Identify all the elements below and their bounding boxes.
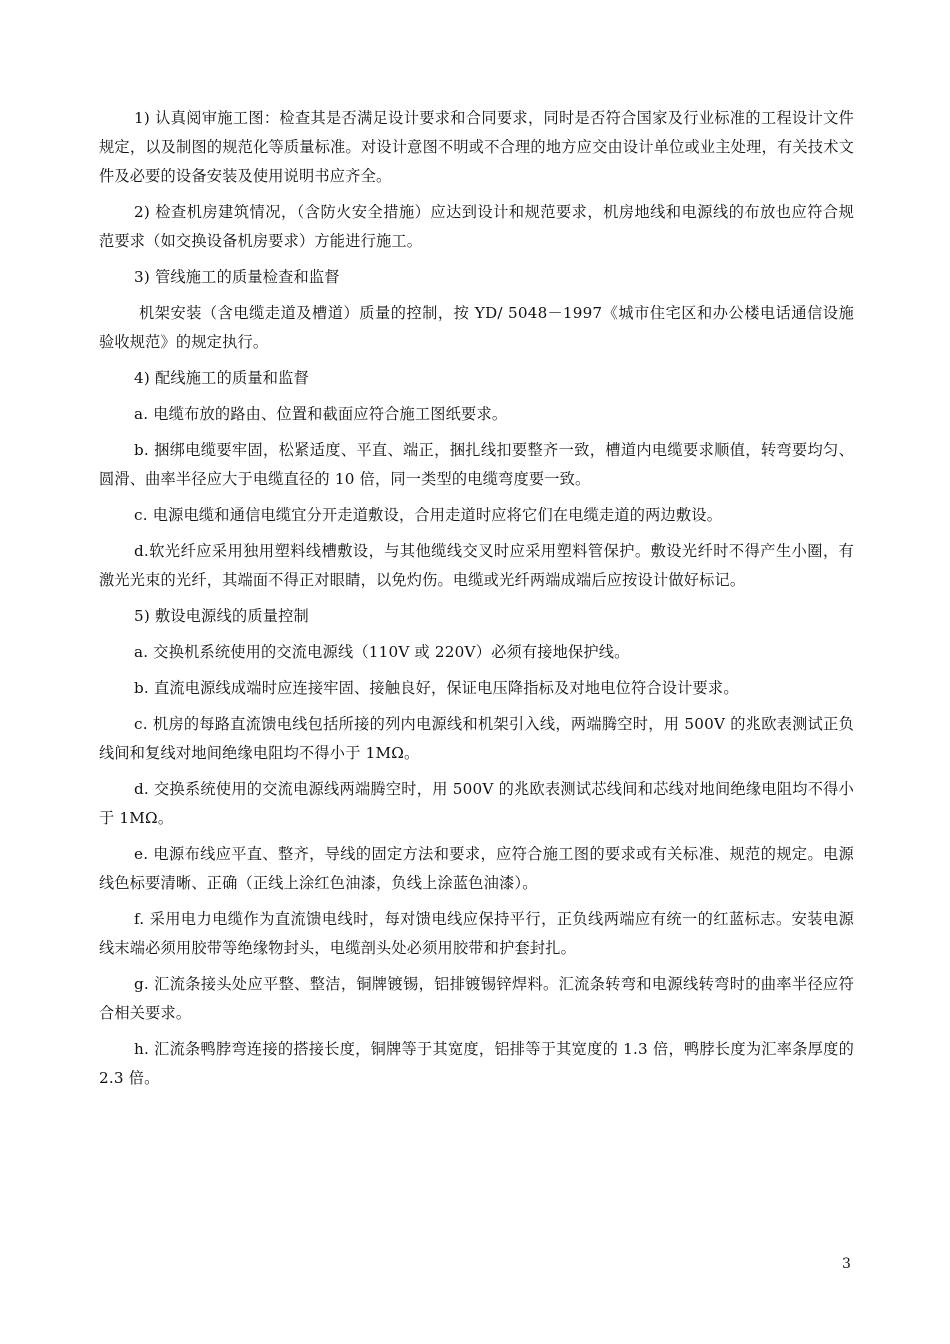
paragraph-1: 1) 认真阅审施工图：检查其是否满足设计要求和合同要求，同时是否符合国家及行业标准的工程设计文件规定，以及制图的规范化等质量标准。对设计意图不明或不合理的地方应交由设计单位或业主处理，有关技术文件及必要的设备安装及使用说明书应齐全。 — [99, 109, 854, 185]
paragraph-4d: d.软光纤应采用独用塑料线槽敷设，与其他缆线交叉时应采用塑料管保护。敷设光纤时不得产生小圈，有激光光束的光纤，其端面不得正对眼睛，以免灼伤。电缆或光纤两端成端后应按设计做好标记。 — [99, 542, 854, 589]
section-heading-4: 4) 配线施工的质量和监督 — [134, 369, 309, 387]
paragraph-5e: e. 电源布线应平直、整齐，导线的固定方法和要求，应符合施工图的要求或有关标准、规范的规定。电源线色标要清晰、正确（正线上涂红色油漆，负线上涂蓝色油漆）。 — [99, 845, 854, 892]
paragraph-4b: b. 捆绑电缆要牢固，松紧适度、平直、端正，捆扎线扣要整齐一致，槽道内电缆要求顺值，转弯要均匀、圆滑、曲率半径应大于电缆直径的 10 倍，同一类型的电缆弯度要一致。 — [99, 441, 854, 488]
paragraph-5f: f. 采用电力电缆作为直流馈电线时，每对馈电线应保持平行，正负线两端应有统一的红蓝标志。安装电源线末端必须用胶带等绝缘物封头，电缆剖头处必须用胶带和护套封扎。 — [99, 910, 854, 957]
paragraph-rack-installation: 机架安装（含电缆走道及槽道）质量的控制，按 YD/ 5048－1997《城市住宅区和办公楼电话通信设施验收规范》的规定执行。 — [99, 304, 854, 351]
paragraph-5h: h. 汇流条鸭脖弯连接的搭接长度，铜牌等于其宽度，铝排等于其宽度的 1.3 倍，鸭脖长度为汇率条厚度的 2.3 倍。 — [99, 1040, 854, 1087]
paragraph-5d: d. 交换系统使用的交流电源线两端腾空时，用 500V 的兆欧表测试芯线间和芯线对地间绝缘电阻均不得小于 1MΩ。 — [99, 780, 854, 827]
paragraph-5b: b. 直流电源线成端时应连接牢固、接触良好，保证电压降指标及对地电位符合设计要求。 — [134, 679, 739, 697]
body-text — [99, 104, 854, 1100]
section-heading-5: 5) 敷设电源线的质量控制 — [134, 607, 309, 625]
page-number: 3 — [842, 1256, 851, 1272]
paragraph-2: 2) 检查机房建筑情况，（含防火安全措施）应达到设计和规范要求，机房地线和电源线的布放也应符合规范要求（如交换设备机房要求）方能进行施工。 — [99, 203, 854, 250]
paragraph-5c: c. 机房的每路直流馈电线包括所接的列内电源线和机架引入线，两端腾空时，用 500V 的兆欧表测试正负线间和复线对地间绝缘电阻均不得小于 1MΩ。 — [99, 715, 854, 762]
paragraph-5g: g. 汇流条接头处应平整、整洁，铜牌镀锡，铝排镀锡锌焊料。汇流条转弯和电源线转弯时的曲率半径应符合相关要求。 — [99, 975, 854, 1022]
paragraph-5a: a. 交换机系统使用的交流电源线（110V 或 220V）必须有接地保护线。 — [134, 643, 630, 661]
paragraph-4a: a. 电缆布放的路由、位置和截面应符合施工图纸要求。 — [134, 405, 508, 423]
section-heading-3: 3) 管线施工的质量检查和监督 — [134, 268, 340, 286]
paragraph-4c: c. 电源电缆和通信电缆宜分开走道敷设，合用走道时应将它们在电缆走道的两边敷设。 — [134, 506, 723, 524]
